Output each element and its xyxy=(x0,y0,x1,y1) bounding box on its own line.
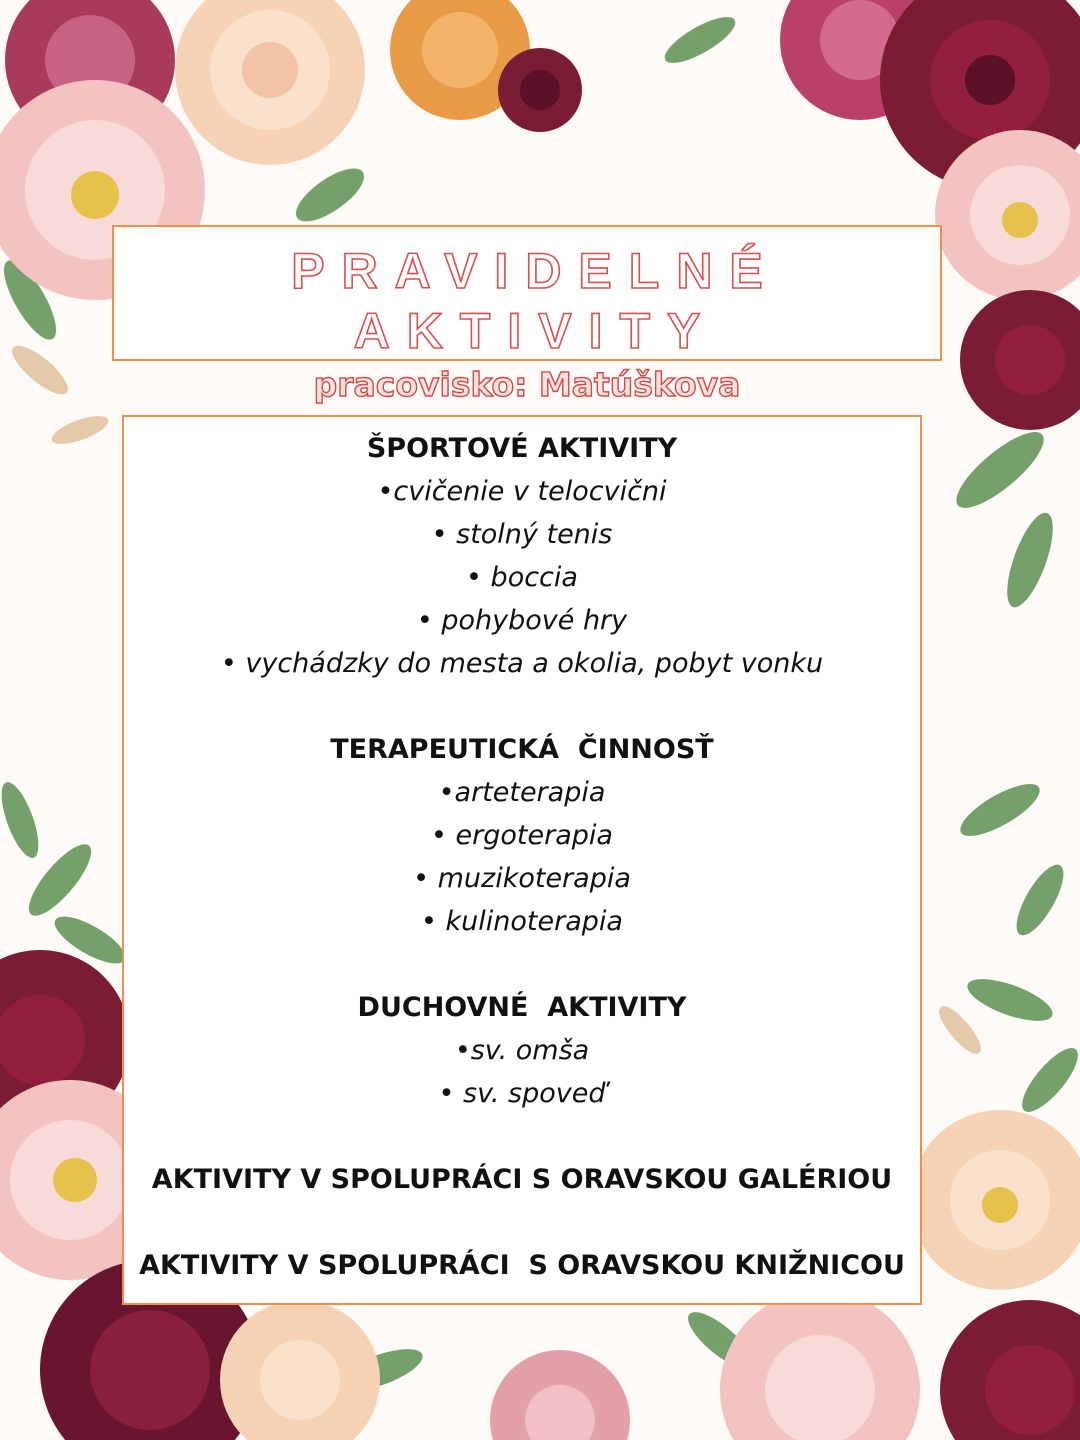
list-item: • ergoterapia xyxy=(431,820,613,851)
list-item: • vychádzky do mesta a okolia, pobyt vonku xyxy=(220,648,824,679)
list-item: • boccia xyxy=(466,562,578,593)
spacer xyxy=(124,685,920,728)
list-item: • sv. spoveď xyxy=(438,1078,606,1109)
section-heading-library: AKTIVITY V SPOLUPRÁCI S ORAVSKOU KNIŽNICOU xyxy=(139,1250,905,1281)
header-frame xyxy=(112,225,942,404)
section-heading-sports: ŠPORTOVÉ AKTIVITY xyxy=(366,433,678,464)
spacer xyxy=(124,1115,920,1158)
list-item: • pohybové hry xyxy=(416,605,628,636)
page-title: PRAVIDELNÉ AKTIVITY xyxy=(291,243,780,359)
section-heading-gallery: AKTIVITY V SPOLUPRÁCI S ORAVSKOU GALÉRIOU xyxy=(151,1164,893,1195)
list-item: • muzikoterapia xyxy=(413,863,631,894)
section-heading-therapy: TERAPEUTICKÁ ČINNOSŤ xyxy=(330,734,714,765)
page-subtitle: pracovisko: Matúškova xyxy=(313,365,741,404)
list-item: • kulinoterapia xyxy=(421,906,623,937)
list-item: •cvičenie v telocvični xyxy=(377,476,667,507)
spacer xyxy=(124,943,920,986)
activities-panel xyxy=(122,415,922,1305)
list-item: •sv. omša xyxy=(454,1035,590,1066)
list-item: •arteterapia xyxy=(438,777,606,808)
spacer xyxy=(124,1201,920,1244)
list-item: • stolný tenis xyxy=(431,519,613,550)
section-heading-spiritual: DUCHOVNÉ AKTIVITY xyxy=(357,992,687,1023)
